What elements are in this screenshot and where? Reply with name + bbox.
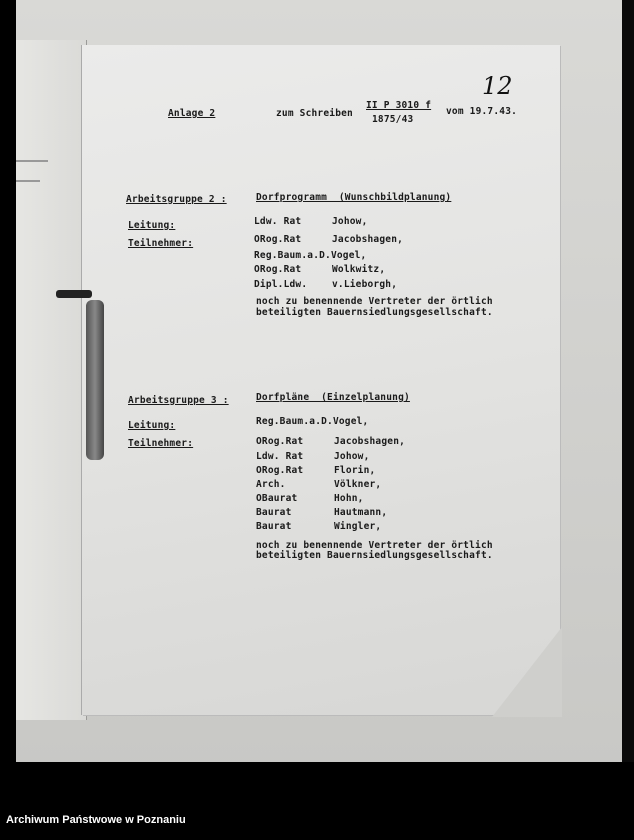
group3-note-line2: beteiligten Bauernsiedlungsgesellschaft. (256, 550, 493, 561)
group2-member-name: Jacobshagen, (332, 234, 404, 245)
group2-member-role: ORog.Rat (254, 234, 302, 245)
archive-footer (0, 776, 634, 840)
group3-member-name: Florin, (334, 465, 376, 476)
aktenzeichen: II P 3010 f (366, 100, 432, 111)
header-date: vom 19.7.43. (446, 106, 518, 117)
group3-member-role: ORog.Rat (256, 465, 304, 476)
binder-clip (56, 290, 92, 298)
group2-note-line2: beteiligten Bauernsiedlungsgesellschaft. (256, 307, 493, 318)
scan-edge-right (622, 0, 634, 776)
group3-member-name: Völkner, (334, 479, 382, 490)
archive-name: Archiwum Państwowe w Poznaniu (6, 814, 186, 826)
group3-leitung-label: Leitung: (128, 420, 176, 431)
group3-member-name: Wingler, (334, 521, 382, 532)
group2-leitung-name: Johow, (332, 216, 368, 227)
page-corner-fold (492, 627, 562, 717)
group2-member-role: Dipl.Ldw. (254, 279, 308, 290)
group3-member-name: Hautmann, (334, 507, 388, 518)
binder-spine (86, 300, 104, 460)
scan-edge-left (0, 0, 16, 776)
back-mark (16, 160, 48, 162)
group3-member-name: Hohn, (334, 493, 364, 504)
zum-schreiben-label: zum Schreiben (276, 108, 353, 119)
page-number: 12 (482, 72, 513, 100)
group3-leitung-value: Reg.Baum.a.D.Vogel, (256, 416, 369, 427)
group3-member-role: ORog.Rat (256, 436, 304, 447)
anlage-label: Anlage 2 (168, 108, 216, 119)
group2-leitung-label: Leitung: (128, 220, 176, 231)
scan-edge-bottom (0, 762, 634, 776)
group3-member-role: Baurat (256, 521, 292, 532)
group3-member-name: Johow, (334, 451, 370, 462)
group2-teilnehmer-label: Teilnehmer: (128, 238, 194, 249)
group3-title: Arbeitsgruppe 3 : (128, 395, 229, 406)
group3-member-role: Baurat (256, 507, 292, 518)
group2-member-name: Wolkwitz, (332, 264, 386, 275)
back-sheet (16, 40, 87, 720)
group2-member-role: ORog.Rat (254, 264, 302, 275)
group3-member-role: Ldw. Rat (256, 451, 304, 462)
group3-member-role: Arch. (256, 479, 286, 490)
group3-subject: Dorfpläne (Einzelplanung) (256, 392, 410, 403)
group2-member-role: Reg.Baum.a.D.Vogel, (254, 250, 367, 261)
group2-subject: Dorfprogramm (Wunschbildplanung) (256, 192, 452, 203)
group2-leitung-role: Ldw. Rat (254, 216, 302, 227)
group3-member-name: Jacobshagen, (334, 436, 406, 447)
group3-member-role: OBaurat (256, 493, 298, 504)
document-page (82, 45, 560, 715)
group2-title: Arbeitsgruppe 2 : (126, 194, 227, 205)
group3-teilnehmer-label: Teilnehmer: (128, 438, 194, 449)
group2-member-name: v.Lieborgh, (332, 279, 398, 290)
back-mark (16, 180, 40, 182)
group2-note-line1: noch zu benennende Vertreter der örtlich (256, 296, 493, 307)
group3-note-line1: noch zu benennende Vertreter der örtlich (256, 540, 493, 551)
aktenzeichen-2: 1875/43 (372, 114, 414, 125)
